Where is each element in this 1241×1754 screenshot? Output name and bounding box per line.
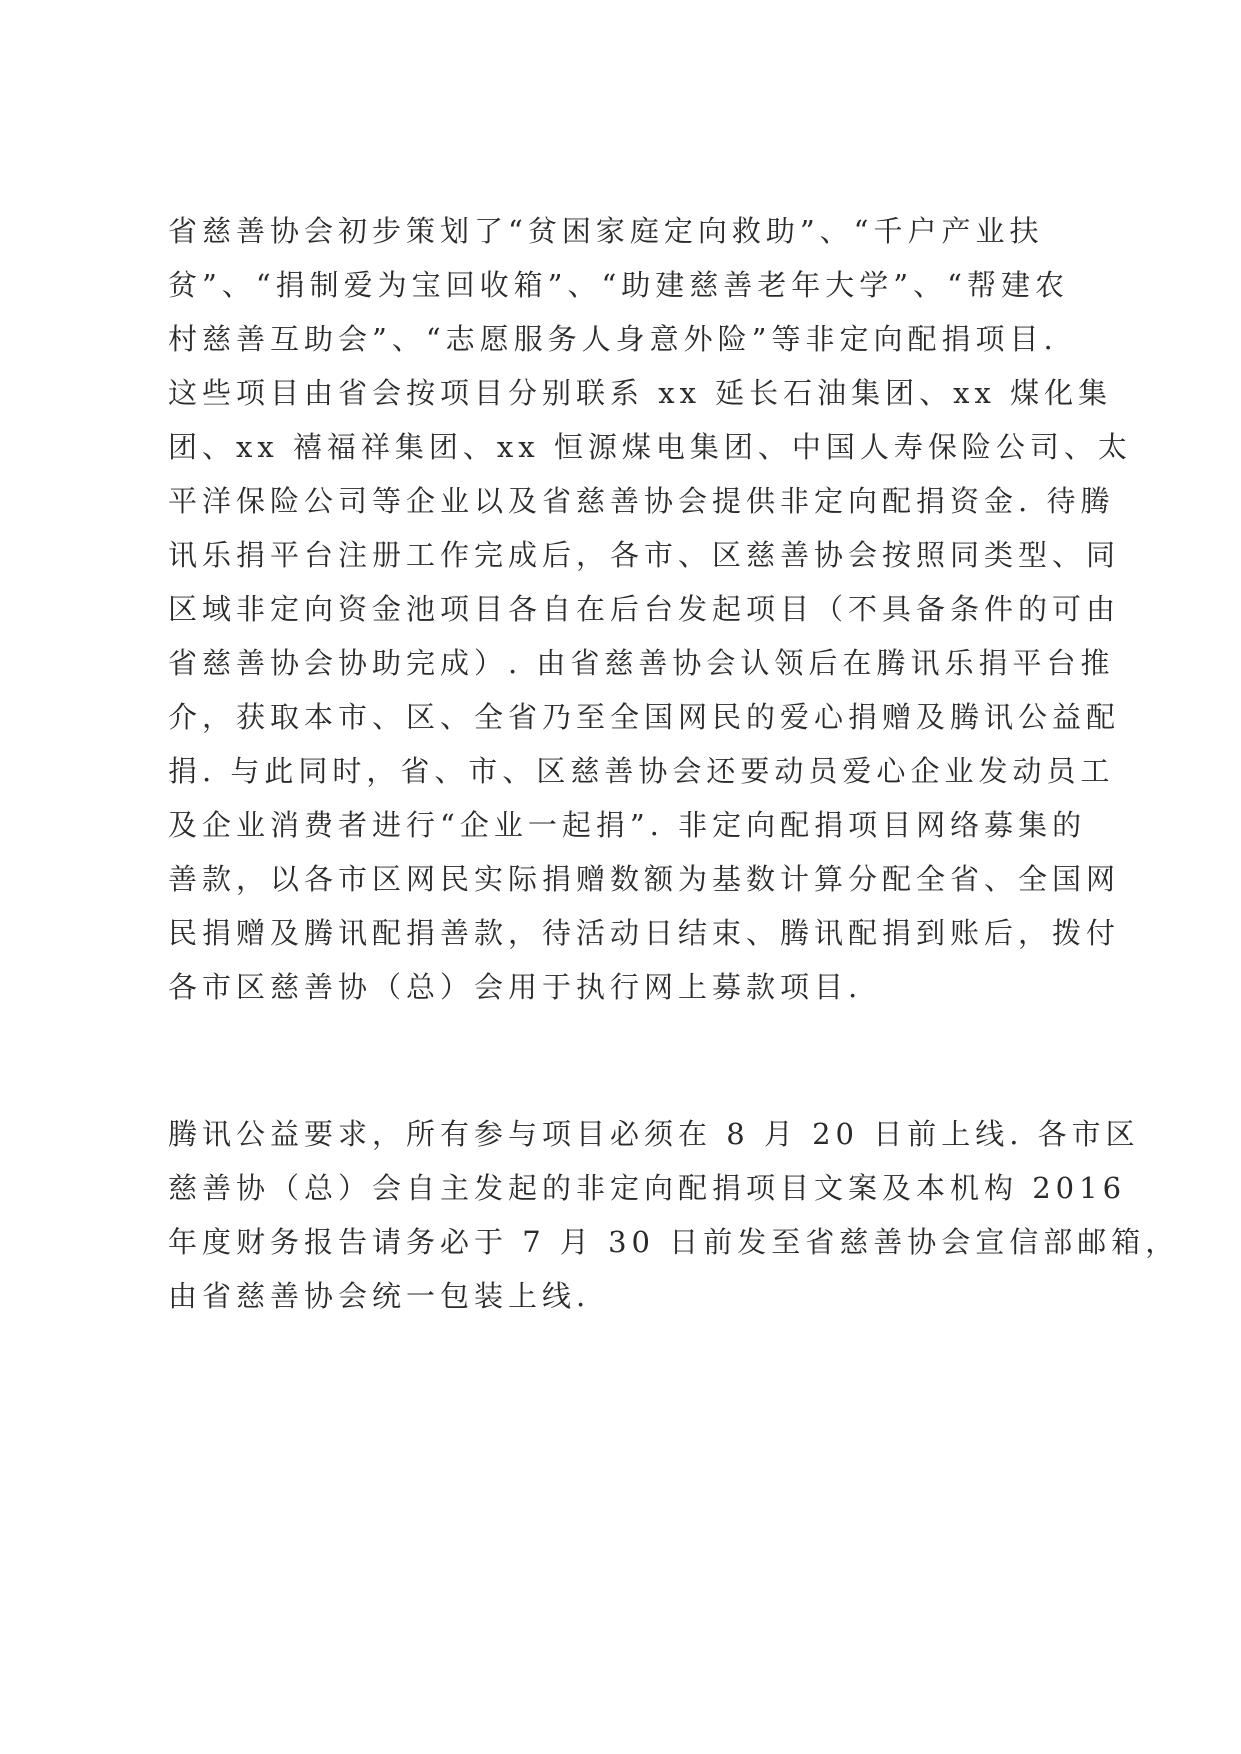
- paragraph-line: 由省慈善协会统一包装上线.: [168, 1279, 591, 1313]
- paragraph-line: 省慈善协会协助完成）. 由省慈善协会认领后在腾讯乐捐平台推: [168, 646, 1115, 680]
- paragraph-line: 慈善协（总）会自主发起的非定向配捐项目文案及本机构 2016: [168, 1171, 1127, 1205]
- paragraph-line: 年度财务报告请务必于 7 月 30 日前发至省慈善协会宣信部邮箱，: [168, 1225, 1180, 1259]
- paragraph-line: 介，获取本市、区、全省乃至全国网民的爱心捐赠及腾讯公益配: [168, 700, 1121, 734]
- paragraph-line: 捐. 与此同时，省、市、区慈善协会还要动员爱心企业发动员工: [168, 754, 1115, 788]
- paragraph-line: 讯乐捐平台注册工作完成后，各市、区慈善协会按照同类型、同: [168, 538, 1121, 572]
- paragraph-line: 各市区慈善协（总）会用于执行网上募款项目.: [168, 970, 863, 1004]
- paragraph-line: 平洋保险公司等企业以及省慈善协会提供非定向配捐资金. 待腾: [168, 484, 1115, 518]
- paragraph-line: 村慈善互助会”、“志愿服务人身意外险”等非定向配捐项目.: [168, 322, 1058, 356]
- paragraph-line: 团、xx 禧福祥集团、xx 恒源煤电集团、中国人寿保险公司、太: [168, 430, 1132, 464]
- paragraph-line: 省慈善协会初步策划了“贫困家庭定向救助”、“千户产业扶: [168, 214, 1044, 248]
- paragraph-line: 民捐赠及腾讯配捐善款，待活动日结束、腾讯配捐到账后，拨付: [168, 916, 1121, 950]
- paragraph-line: 区域非定向资金池项目各自在后台发起项目（不具备条件的可由: [168, 592, 1121, 626]
- paragraph-line: 腾讯公益要求，所有参与项目必须在 8 月 20 日前上线. 各市区: [168, 1117, 1140, 1151]
- paragraph-line: 贫”、“捐制爱为宝回收箱”、“助建慈善老年大学”、“帮建农: [168, 268, 1069, 302]
- paragraph-line: 善款，以各市区网民实际捐赠数额为基数计算分配全省、全国网: [168, 862, 1121, 896]
- paragraph-line: 这些项目由省会按项目分别联系 xx 延长石油集团、xx 煤化集: [168, 376, 1113, 410]
- paragraph-line: 及企业消费者进行“企业一起捐”. 非定向配捐项目网络募集的: [168, 808, 1087, 842]
